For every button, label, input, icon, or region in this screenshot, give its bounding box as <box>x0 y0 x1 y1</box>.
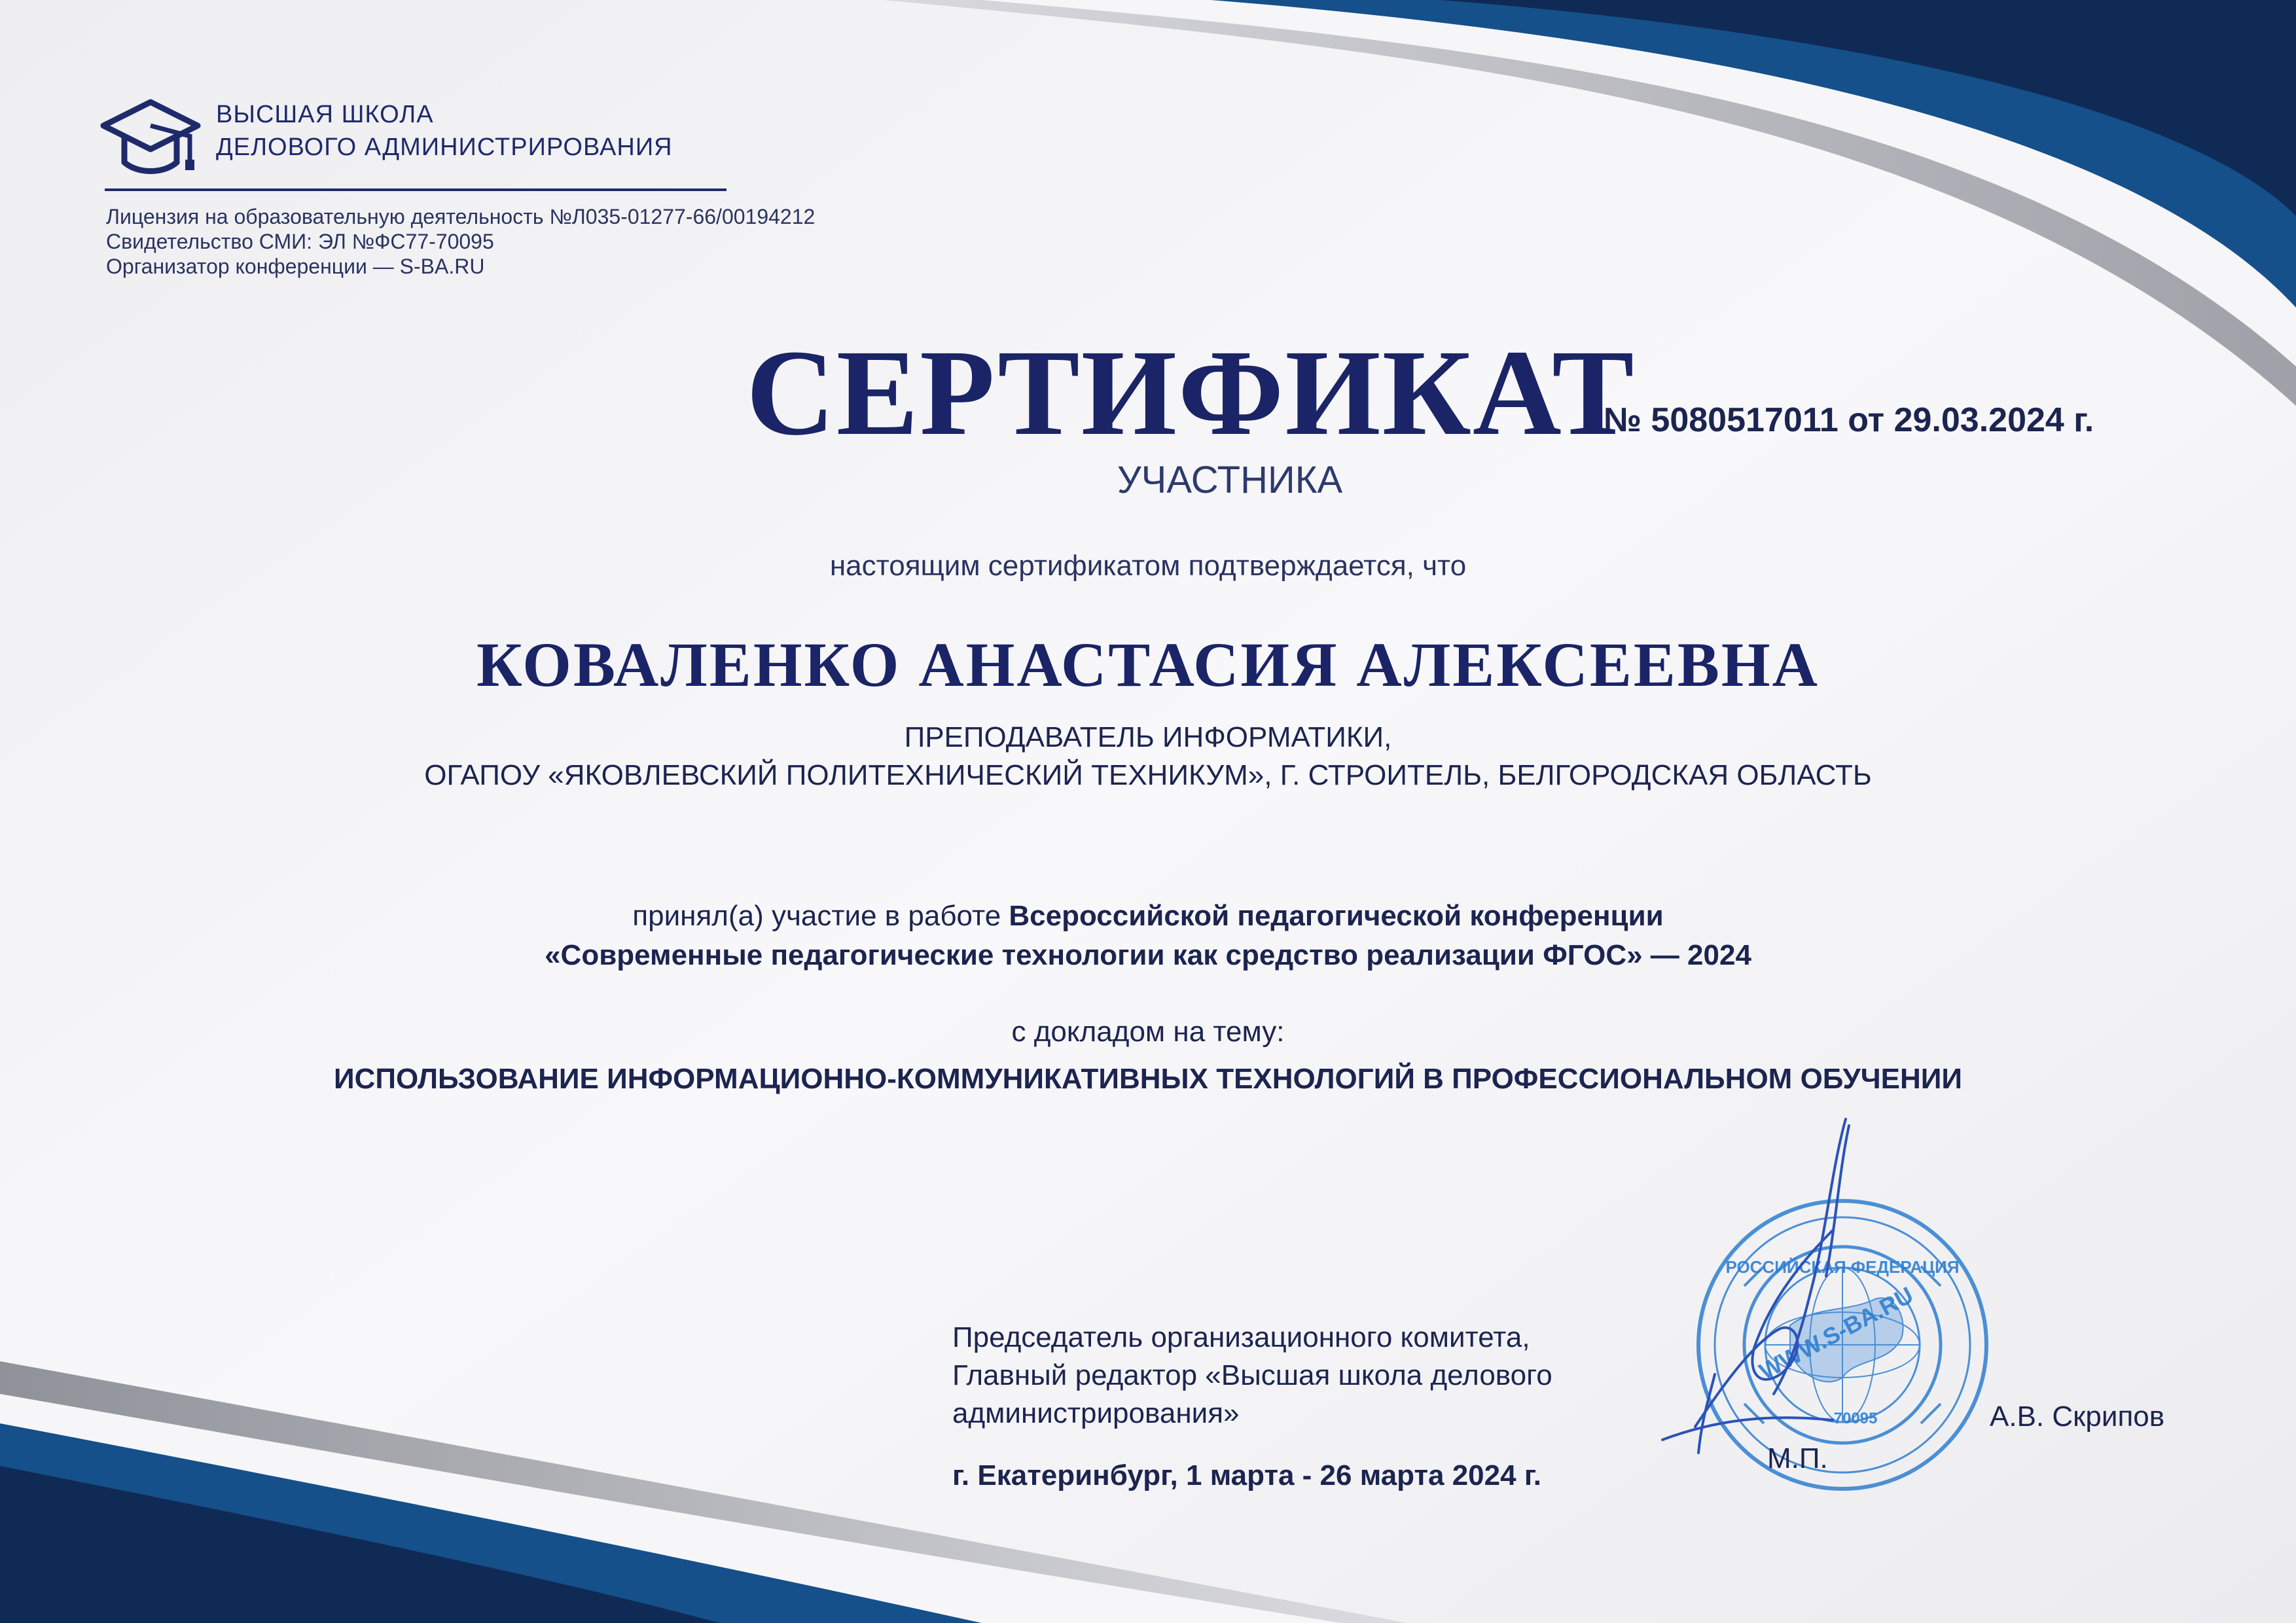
media-certificate-text: Свидетельство СМИ: ЭЛ №ФС77-70095 <box>106 230 494 253</box>
position-line1: ПРЕПОДАВАТЕЛЬ ИНФОРМАТИКИ, <box>904 721 1392 753</box>
stamp-site: WWW.S-BA.RU <box>1754 1281 1918 1385</box>
stamp-top-text: РОССИЙСКАЯ ФЕДЕРАЦИЯ <box>1725 1257 1960 1277</box>
position-line2: ОГАПОУ «ЯКОВЛЕВСКИЙ ПОЛИТЕХНИЧЕСКИЙ ТЕХНИКУМ», Г. СТРОИТЕЛЬ, БЕЛГОРОДСКАЯ ОБЛАСТЬ <box>424 759 1872 791</box>
license-text: Лицензия на образовательную деятельность №Л035-01277-66/00194212 <box>106 205 816 228</box>
chair-title <box>952 1319 1552 1433</box>
organization-name-line2: ДЕЛОВОГО АДМИНИСТРИРОВАНИЯ <box>216 134 673 161</box>
chair-line2: Главный редактор «Высшая школа делового <box>952 1359 1552 1391</box>
confirmation-text: настоящим сертификатом подтверждается, что <box>829 550 1467 582</box>
chair-line3: администрирования» <box>952 1397 1240 1429</box>
certificate-subtitle: УЧАСТНИКА <box>1117 459 1343 501</box>
participation-prefix: принял(а) участие в работе <box>632 900 1009 932</box>
organizer-text: Организатор конференции — S-BA.RU <box>106 255 485 278</box>
header-divider <box>105 188 726 191</box>
report-topic: ИСПОЛЬЗОВАНИЕ ИНФОРМАЦИОННО-КОММУНИКАТИВНЫХ ТЕХНОЛОГИЙ В ПРОФЕССИОНАЛЬНОМ ОБУЧЕНИИ <box>334 1063 1962 1095</box>
city-dates: г. Екатеринбург, 1 марта - 26 марта 2024 г. <box>952 1459 1541 1491</box>
participation-statement <box>0 897 2296 975</box>
seal-mark: М.П. <box>1767 1442 1828 1474</box>
stamp-number: 70095 <box>1833 1410 1878 1427</box>
conference-title: «Современные педагогические технологии как средство реализации ФГОС» — 2024 <box>545 939 1751 971</box>
chair-line1: Председатель организационного комитета, <box>952 1321 1530 1353</box>
signer-name: А.В. Скрипов <box>1990 1400 2165 1433</box>
legal-info <box>106 204 815 279</box>
certificate-number: № 5080517011 от 29.03.2024 г. <box>1604 401 2094 439</box>
recipient-name: КОВАЛЕНКО АНАСТАСИЯ АЛЕКСЕЕВНА <box>476 630 1820 700</box>
organization-name-line1: ВЫСШАЯ ШКОЛА <box>216 101 434 128</box>
graduation-cap-icon <box>98 97 203 175</box>
certificate-title: СЕРТИФИКАТ <box>746 324 1636 461</box>
organization-name <box>216 98 673 164</box>
conference-name: Всероссийской педагогической конференции <box>1009 900 1664 932</box>
signature <box>1636 1113 1898 1479</box>
report-intro: с докладом на тему: <box>1011 1016 1285 1048</box>
recipient-position <box>0 719 2296 794</box>
